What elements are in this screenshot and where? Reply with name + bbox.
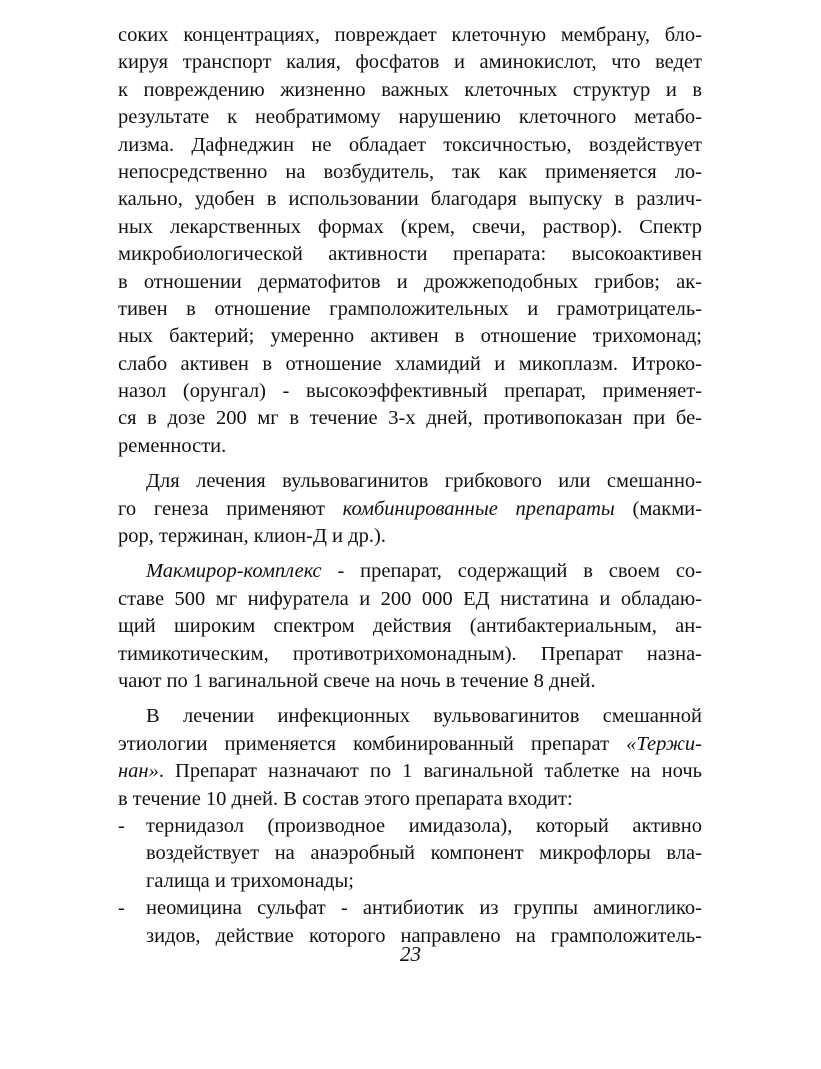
text-line: неомицина сульфат - антибиотик из группы аминоглико- — [146, 897, 702, 920]
text-line: ся в дозе 200 мг в течение 3-х дней, противопоказан при бе- — [118, 407, 702, 430]
paragraph-1 — [118, 22, 702, 460]
text-line: в отношении дерматофитов и дрожжеподобных грибов; ак- — [118, 270, 702, 293]
text-run: этиологии применяется комбинированный препарат — [118, 732, 627, 755]
text-run: - препарат, содержащий в своем со- — [321, 560, 702, 583]
text-line: тивен в отношение грамположительных и грамотрицатель- — [118, 297, 702, 320]
text-line: ных лекарственных формах (крем, свечи, раствор). Спектр — [118, 215, 702, 238]
text-line: соких концентрациях, повреждает клеточную мембрану, бло- — [118, 24, 702, 46]
text-line: слабо активен в отношение хламидий и микоплазм. Итроко- — [118, 352, 702, 375]
paragraph-2 — [118, 468, 702, 550]
text-line: Для лечения вульвовагинитов грибкового или смешанно- — [146, 470, 702, 493]
text-line: ных бактерий; умеренно активен в отношение трихомонад; — [118, 325, 702, 348]
text-line: ставе 500 мг нифуратела и 200 000 ЕД нистатина и обладаю- — [118, 587, 702, 610]
text-line: тернидазол (производное имидазола), который активно — [146, 814, 702, 837]
page-body — [118, 22, 702, 950]
page-number: 23 — [400, 942, 421, 966]
text-line: кируя транспорт калия, фосфатов и аминокислот, что ведет — [118, 51, 702, 74]
text-line: чают по 1 вагинальной свече на ночь в течение 8 дней. — [118, 669, 596, 692]
text-line: кально, удобен в использовании благодаря выпуску в различ- — [118, 188, 702, 211]
text-run: (макми- — [614, 497, 702, 520]
bullet-dash: - — [118, 814, 125, 837]
italic-term: «Тержи- — [626, 732, 702, 755]
bullet-dash: - — [118, 897, 125, 920]
text-line: в течение 10 дней. В состав этого препарата входит: — [118, 787, 573, 810]
text-line: зидов, действие которого направлено на грамположитель- — [146, 924, 702, 947]
text-line: микробиологической активности препарата: высокоактивен — [118, 243, 702, 266]
text-line: непосредственно на возбудитель, так как применяется ло- — [118, 160, 702, 183]
text-line: галища и трихомонады; — [146, 869, 354, 892]
text-line: щий широким спектром действия (антибактериальным, ан- — [118, 615, 702, 638]
text-line: рор, тержинан, клион-Д и др.). — [118, 525, 386, 548]
text-line: лизма. Дафнеджин не обладает токсичностью, воздействует — [118, 133, 702, 156]
paragraph-4 — [118, 703, 702, 813]
text-run: го генеза применяют — [118, 497, 343, 520]
paragraph-3 — [118, 558, 702, 695]
italic-term: нан» — [118, 760, 159, 783]
text-run: . Препарат назначают по 1 вагинальной таблетке на ночь — [158, 760, 702, 783]
text-line — [118, 731, 702, 758]
italic-term: Макмирор-комплекс — [146, 560, 322, 583]
text-line: воздействует на анаэробный компонент микрофлоры вла- — [146, 842, 702, 865]
text-line: В лечении инфекционных вульвовагинитов смешанной — [146, 705, 702, 728]
text-line — [118, 496, 702, 523]
text-line: назол (орунгал) - высокоэффективный препарат, применяет- — [118, 380, 702, 403]
text-line: результате к необратимому нарушению клеточного метабо- — [118, 106, 702, 129]
italic-term: комбинированные препараты — [342, 497, 615, 520]
text-line — [118, 558, 702, 585]
text-line: тимикотическим, противотрихомонадным). Препарат назна- — [118, 642, 702, 665]
text-line — [118, 758, 702, 785]
text-line: к повреждению жизненно важных клеточных структур и в — [118, 78, 702, 101]
list-item — [118, 813, 702, 895]
text-line: ременности. — [118, 434, 227, 457]
